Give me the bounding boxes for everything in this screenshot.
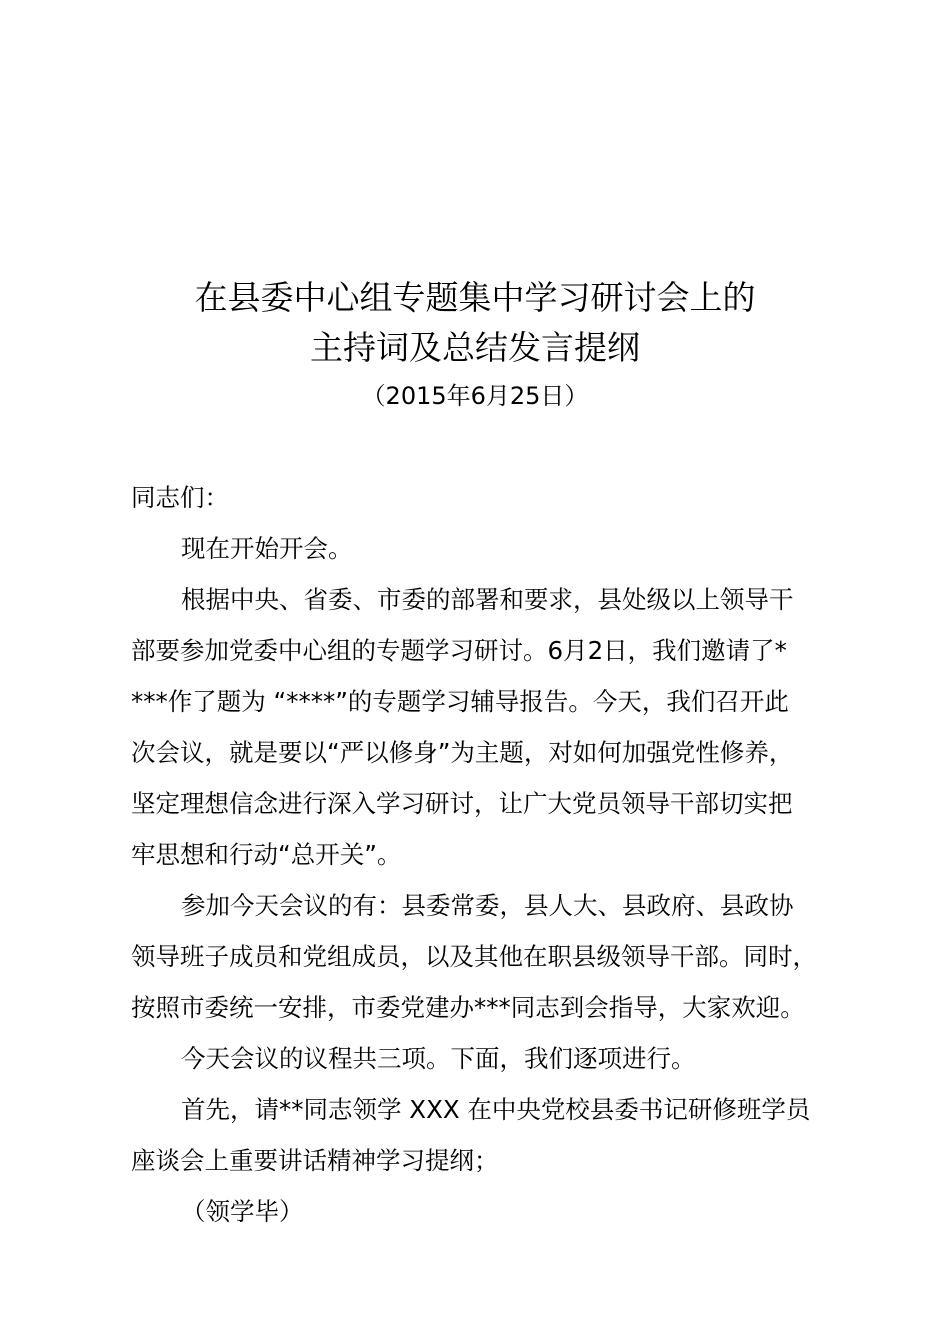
document-date: （2015年6月25日） xyxy=(361,382,589,410)
body-text-line: 坚定理想信念进行深入学习研讨，让广大党员领导干部切实把 xyxy=(131,789,793,818)
body-text-line: 参加今天会议的有：县委常委，县人大、县政府、县政协 xyxy=(181,891,794,920)
body-text-line: 按照市委统一安排，市委党建办***同志到会指导，大家欢迎。 xyxy=(131,993,805,1022)
body-text-line: 根据中央、省委、市委的部署和要求，县处级以上领导干 xyxy=(181,585,794,614)
body-text-line: 首先，请**同志领学 XXX 在中央党校县委书记研修班学员 xyxy=(181,1095,811,1124)
document-title-line-1: 在县委中心组专题集中学习研讨会上的 xyxy=(194,278,756,317)
body-text-line: 现在开始开会。 xyxy=(181,534,353,563)
body-text-line: 同志们： xyxy=(131,483,229,512)
body-text-line: 牢思想和行动“总开关”。 xyxy=(131,840,402,869)
body-text-line: （领学毕） xyxy=(181,1197,304,1226)
document-title-line-2: 主持词及总结发言提纲 xyxy=(310,328,640,367)
body-text-line: 座谈会上重要讲话精神学习提纲； xyxy=(131,1146,499,1175)
body-text-line: 领导班子成员和党组成员，以及其他在职县级领导干部。同时， xyxy=(131,942,817,971)
body-text-line: 次会议，就是要以“严以修身”为主题，对如何加强党性修养， xyxy=(131,738,794,767)
body-text-line: ***作了题为 “****”的专题学习辅导报告。今天，我们召开此 xyxy=(131,687,789,716)
document-body xyxy=(131,478,861,1243)
body-text-line: 今天会议的议程共三项。下面，我们逐项进行。 xyxy=(181,1044,696,1073)
body-text-line: 部要参加党委中心组的专题学习研讨。6月2日，我们邀请了* xyxy=(131,636,787,665)
